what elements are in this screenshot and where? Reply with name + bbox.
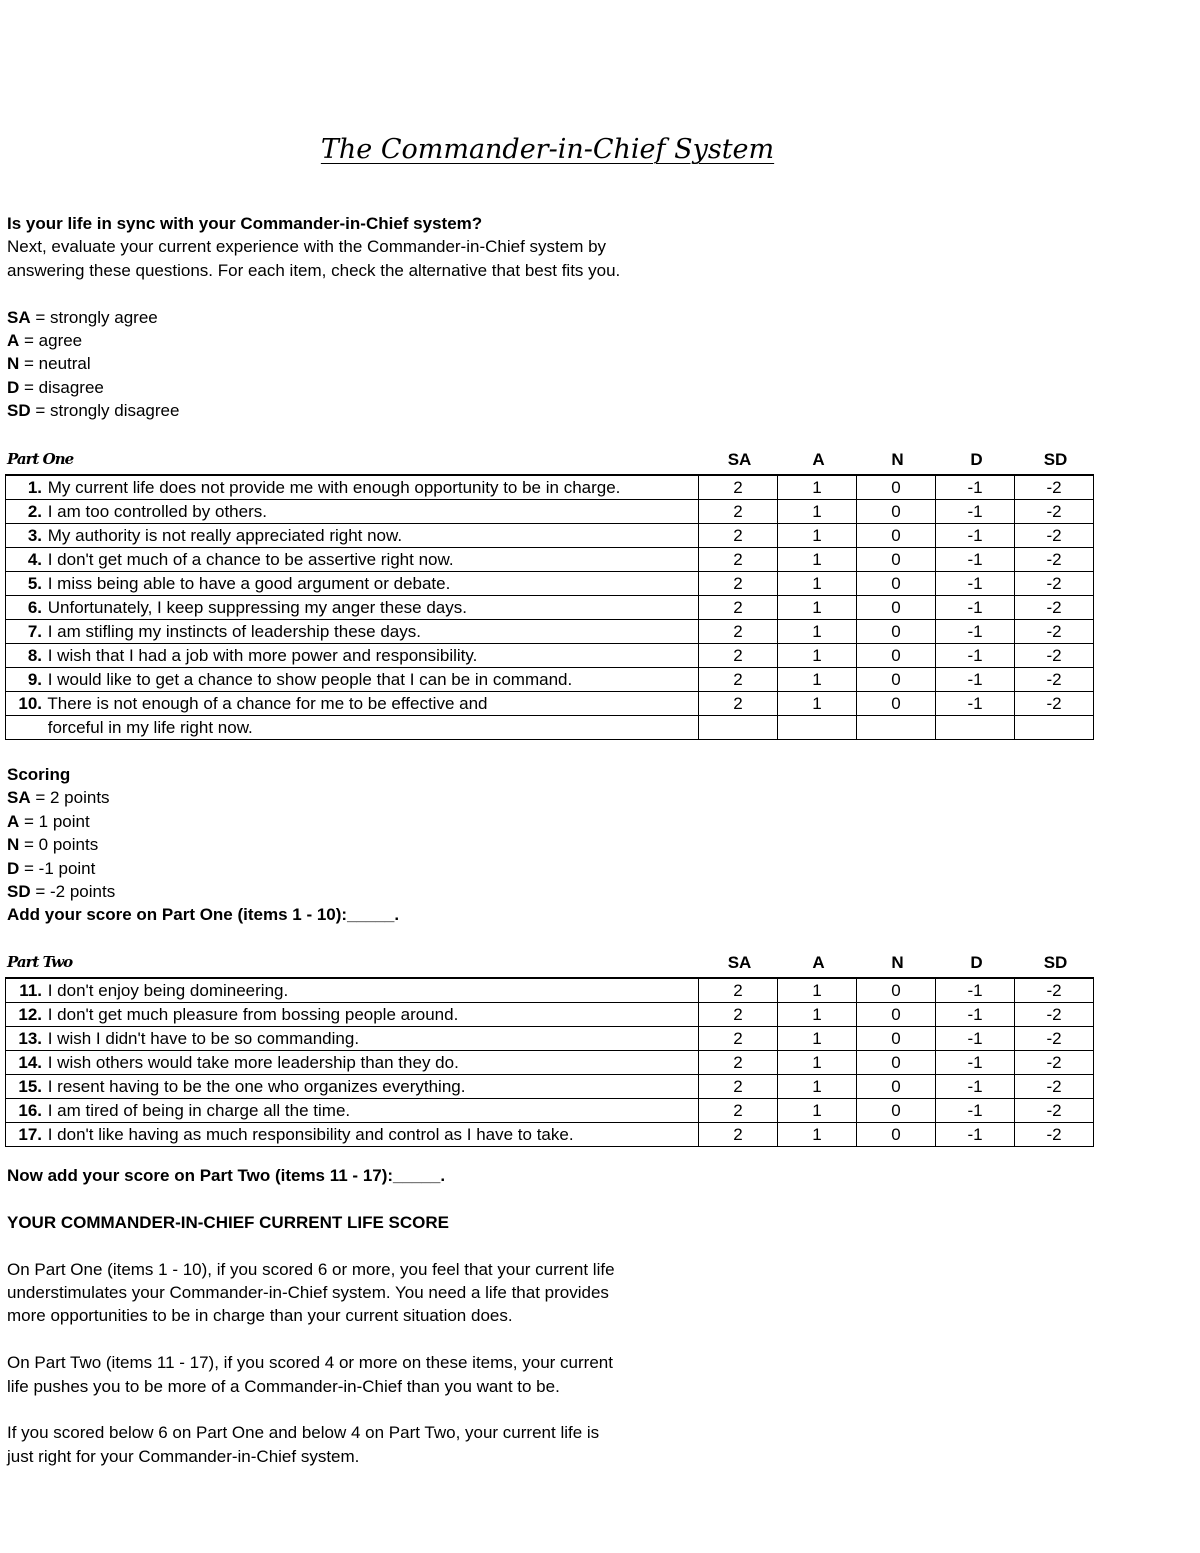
part-one-table [5,474,1094,740]
answer-option-n[interactable]: 0 [857,620,936,644]
question-number: 3. [27,525,42,545]
question-number: 12. [18,1004,42,1024]
question-row [6,548,1094,572]
question-row [6,475,1094,500]
legend-item: D = disagree [7,377,104,397]
answer-option-sd[interactable]: -2 [1015,1027,1094,1051]
question-row [6,596,1094,620]
answer-option-n[interactable]: 0 [857,978,936,1003]
question-label: There is not enough of a chance for me to be effective and [47,693,488,713]
answer-option-sd[interactable]: -2 [1015,475,1094,500]
part-two-header [7,951,1095,975]
answer-option-n[interactable]: 0 [857,1027,936,1051]
answer-option-sa[interactable]: 2 [699,668,778,692]
answer-option-a[interactable]: 1 [778,548,857,572]
question-text [6,692,699,716]
column-header-sd: SD [1043,450,1068,469]
question-label: I am too controlled by others. [47,501,267,521]
answer-option-a[interactable]: 1 [778,692,857,716]
answer-option-n[interactable]: 0 [857,475,936,500]
answer-option-d[interactable]: -1 [936,548,1015,572]
question-number: 8. [27,645,42,665]
question-number: 16. [18,1100,42,1120]
scoring-line: N = 0 points [7,835,99,855]
question-label: My current life does not provide me with enough opportunity to be in charge. [47,477,621,497]
answer-option-sd[interactable]: -2 [1015,1099,1094,1123]
answer-option-n[interactable]: 0 [857,572,936,596]
answer-option-n[interactable]: 0 [857,500,936,524]
question-row [6,1051,1094,1075]
answer-option-a[interactable]: 1 [778,475,857,500]
answer-option-a[interactable]: 1 [778,1099,857,1123]
question-number: 17. [18,1124,42,1144]
scoring-line: SD = -2 points [7,882,116,902]
question-label: I don't enjoy being domineering. [47,980,289,1000]
legend-item: A = agree [7,331,83,351]
question-text [6,1003,699,1027]
question-row [6,500,1094,524]
answer-option-sd[interactable]: -2 [1015,620,1094,644]
question-label: I am stifling my instincts of leadership these days. [47,621,421,641]
question-text-continuation [6,716,699,740]
answer-option-d[interactable]: -1 [936,620,1015,644]
question-label: I miss being able to have a good argument or debate. [47,573,451,593]
answer-option-d[interactable]: -1 [936,668,1015,692]
answer-option-d[interactable]: -1 [936,475,1015,500]
answer-option-sd[interactable]: -2 [1015,1003,1094,1027]
answer-option-sa[interactable]: 2 [699,475,778,500]
answer-option-d[interactable]: -1 [936,978,1015,1003]
answer-option-n[interactable]: 0 [857,1075,936,1099]
part-one-label: Part One [7,450,74,468]
column-header-sd: SD [1043,953,1068,972]
question-text [6,668,699,692]
answer-option-n[interactable]: 0 [857,1123,936,1147]
question-number: 14. [18,1052,42,1072]
question-label: My authority is not really appreciated right now. [47,525,403,545]
answer-option-sd[interactable]: -2 [1015,500,1094,524]
answer-option-sd[interactable]: -2 [1015,692,1094,716]
question-row [6,644,1094,668]
question-label: I wish others would take more leadership than they do. [47,1052,459,1072]
answer-option-a[interactable]: 1 [778,644,857,668]
answer-option-a[interactable]: 1 [778,978,857,1003]
answer-option-sa[interactable]: 2 [699,1051,778,1075]
question-number: 9. [27,669,42,689]
results-line: If you scored below 6 on Part One and below 4 on Part Two, your current life is [7,1423,600,1443]
intro-heading: Is your life in sync with your Commander-in-Chief system? [7,214,483,233]
answer-option-n[interactable]: 0 [857,644,936,668]
answer-option-d[interactable]: -1 [936,500,1015,524]
intro [7,212,620,423]
question-text [6,475,699,500]
question-label: forceful in my life right now. [47,717,253,737]
question-text [6,596,699,620]
question-number: 1. [27,477,42,497]
answer-option-sa[interactable]: 2 [699,978,778,1003]
answer-option-d[interactable]: -1 [936,1099,1015,1123]
column-header-sa: SA [727,450,752,469]
part-two-total: Now add your score on Part Two (items 11 - 17):_____. [7,1166,446,1185]
answer-option-sa[interactable]: 2 [699,1075,778,1099]
question-text [6,500,699,524]
answer-option-sa[interactable]: 2 [699,1003,778,1027]
question-row [6,978,1094,1003]
answer-option-a[interactable]: 1 [778,524,857,548]
question-text [6,1051,699,1075]
question-number: 13. [18,1028,42,1048]
question-label: I wish I didn't have to be so commanding. [47,1028,360,1048]
results-line: life pushes you to be more of a Commander-in-Chief than you want to be. [7,1376,560,1396]
answer-option-sa[interactable]: 2 [699,692,778,716]
column-header-a: A [812,450,825,469]
part-one-header [7,448,1095,472]
legend-item: SA = strongly agree [7,307,158,327]
question-row [6,692,1094,716]
answer-option-a[interactable]: 1 [778,1003,857,1027]
question-text [6,620,699,644]
empty-cell [857,716,936,740]
question-row [6,524,1094,548]
scoring-section [7,763,399,927]
question-number: 2. [27,501,42,521]
empty-cell [1015,716,1094,740]
answer-option-d[interactable]: -1 [936,572,1015,596]
empty-cell [699,716,778,740]
answer-option-n[interactable]: 0 [857,1003,936,1027]
results-line: On Part One (items 1 - 10), if you scored 6 or more, you feel that your current life [7,1259,615,1279]
results-line: more opportunities to be in charge than your current situation does. [7,1306,513,1326]
answer-option-sa[interactable]: 2 [699,548,778,572]
legend-item: N = neutral [7,354,91,374]
column-header-a: A [812,953,825,972]
intro-line: answering these questions. For each item, check the alternative that best fits you. [7,260,621,280]
question-number: 11. [19,980,42,1000]
question-row [6,620,1094,644]
answer-option-a[interactable]: 1 [778,500,857,524]
question-label: I am tired of being in charge all the time. [47,1100,351,1120]
question-text [6,1099,699,1123]
answer-option-sa[interactable]: 2 [699,596,778,620]
answer-option-d[interactable]: -1 [936,1027,1015,1051]
answer-option-sa[interactable]: 2 [699,644,778,668]
column-header-d: D [970,953,983,972]
answer-option-n[interactable]: 0 [857,1051,936,1075]
results-heading: YOUR COMMANDER-IN-CHIEF CURRENT LIFE SCORE [7,1212,449,1232]
question-label: I wish that I had a job with more power and responsibility. [47,645,478,665]
answer-option-sd[interactable]: -2 [1015,524,1094,548]
scoring-line: A = 1 point [7,811,90,831]
answer-option-a[interactable]: 1 [778,668,857,692]
answer-option-sd[interactable]: -2 [1015,978,1094,1003]
answer-option-n[interactable]: 0 [857,692,936,716]
question-row [6,572,1094,596]
answer-option-n[interactable]: 0 [857,668,936,692]
answer-option-d[interactable]: -1 [936,596,1015,620]
question-row [6,1099,1094,1123]
answer-option-sd[interactable]: -2 [1015,572,1094,596]
question-row-continuation [6,716,1094,740]
answer-option-d[interactable]: -1 [936,1051,1015,1075]
answer-option-a[interactable]: 1 [778,1123,857,1147]
results-line: understimulates your Commander-in-Chief system. You need a life that provides [7,1283,609,1302]
question-text [6,644,699,668]
question-text [6,1027,699,1051]
answer-option-sd[interactable]: -2 [1015,596,1094,620]
column-header-d: D [970,450,983,469]
question-text [6,978,699,1003]
question-text [6,524,699,548]
question-number: 5. [27,573,42,593]
answer-option-a[interactable]: 1 [778,620,857,644]
answer-option-sd[interactable]: -2 [1015,644,1094,668]
question-row [6,1123,1094,1147]
answer-option-sa[interactable]: 2 [699,572,778,596]
answer-option-d[interactable]: -1 [936,524,1015,548]
question-number: 15. [18,1076,42,1096]
answer-option-sa[interactable]: 2 [699,1099,778,1123]
question-number: 10. [18,693,42,713]
question-label: I would like to get a chance to show people that I can be in command. [47,669,573,689]
question-label: I resent having to be the one who organizes everything. [47,1076,466,1096]
question-label: I don't get much of a chance to be assertive right now. [47,549,454,569]
answer-option-sd[interactable]: -2 [1015,1075,1094,1099]
answer-option-sa[interactable]: 2 [699,500,778,524]
question-number: 7. [27,621,42,641]
answer-option-d[interactable]: -1 [936,1075,1015,1099]
results-line: just right for your Commander-in-Chief system. [7,1446,360,1466]
results-section [7,1164,615,1468]
question-number: 6. [27,597,42,617]
answer-option-d[interactable]: -1 [936,1123,1015,1147]
part-one-total: Add your score on Part One (items 1 - 10):_____. [7,905,400,925]
question-row [6,668,1094,692]
answer-option-a[interactable]: 1 [778,572,857,596]
answer-option-sa[interactable]: 2 [699,1027,778,1051]
answer-option-sa[interactable]: 2 [699,620,778,644]
question-row [6,1027,1094,1051]
question-text [6,1123,699,1147]
column-header-n: N [891,450,904,469]
question-label: I don't like having as much responsibility and control as I have to take. [47,1124,574,1144]
answer-option-a[interactable]: 1 [778,1027,857,1051]
question-text [6,572,699,596]
answer-option-a[interactable]: 1 [778,1075,857,1099]
answer-option-n[interactable]: 0 [857,524,936,548]
answer-option-sd[interactable]: -2 [1015,1123,1094,1147]
question-text [6,548,699,572]
answer-option-d[interactable]: -1 [936,644,1015,668]
question-label: I don't get much pleasure from bossing people around. [47,1004,459,1024]
legend-item: SD = strongly disagree [7,401,180,421]
answer-option-sd[interactable]: -2 [1015,1051,1094,1075]
answer-option-sd[interactable]: -2 [1015,548,1094,572]
answer-option-sd[interactable]: -2 [1015,668,1094,692]
answer-option-n[interactable]: 0 [857,596,936,620]
empty-cell [936,716,1015,740]
results-line: On Part Two (items 11 - 17), if you scored 4 or more on these items, your current [7,1353,613,1373]
part-two-label: Part Two [7,953,73,971]
answer-option-a[interactable]: 1 [778,1051,857,1075]
question-label: Unfortunately, I keep suppressing my anger these days. [47,597,467,617]
column-header-sa: SA [727,953,752,972]
scoring-line: D = -1 point [7,858,96,878]
question-row [6,1075,1094,1099]
answer-option-d[interactable]: -1 [936,692,1015,716]
column-header-n: N [891,953,904,972]
answer-option-d[interactable]: -1 [936,1003,1015,1027]
empty-cell [778,716,857,740]
part-two-table [5,977,1094,1147]
answer-option-sa[interactable]: 2 [699,524,778,548]
answer-option-n[interactable]: 0 [857,1099,936,1123]
answer-option-n[interactable]: 0 [857,548,936,572]
question-number: 4. [27,549,42,569]
scoring-line: SA = 2 points [7,788,110,808]
question-text [6,1075,699,1099]
scoring-heading: Scoring [7,765,71,784]
answer-option-a[interactable]: 1 [778,596,857,620]
question-row [6,1003,1094,1027]
intro-line: Next, evaluate your current experience with the Commander-in-Chief system by [7,237,607,257]
page-title: The Commander-in-Chief System [320,134,775,165]
answer-option-sa[interactable]: 2 [699,1123,778,1147]
